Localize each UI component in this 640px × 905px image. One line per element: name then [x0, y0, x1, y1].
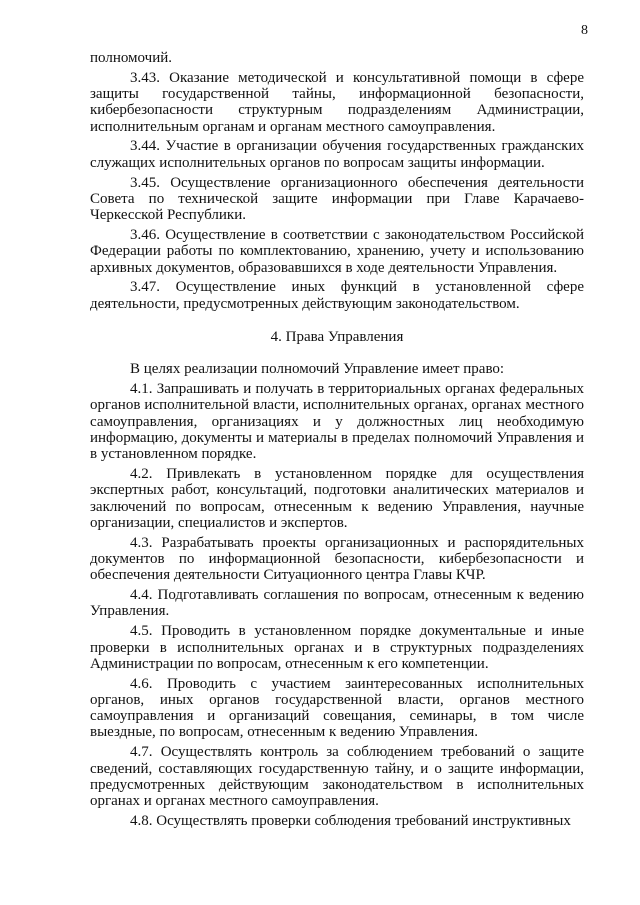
paragraph: 4.3. Разрабатывать проекты организационных и распорядительных документов по информационной безопасности, кибербезопасности и обеспечения деятельности Ситуационного центра Главы КЧР.	[90, 534, 584, 584]
paragraph: 3.44. Участие в организации обучения государственных гражданских служащих исполнительных органов по вопросам защиты информации.	[90, 138, 584, 171]
paragraph: 3.43. Оказание методической и консультативной помощи в сфере защиты государственной тайны, информационной безопасности, кибербезопасности структурным подразделениям Администрации, исполнительным органам и органам местного самоуправления.	[90, 69, 584, 135]
paragraph: 4.4. Подготавливать соглашения по вопросам, отнесенным к ведению Управления.	[90, 587, 584, 620]
paragraph: 4.7. Осуществлять контроль за соблюдением требований о защите сведений, составляющих государственную тайну, и о защите информации, предусмотренных действующим законодательством в исполнительных органах и органах местного самоуправления.	[90, 744, 584, 810]
paragraph: 4.1. Запрашивать и получать в территориальных органах федеральных органов исполнительной власти, исполнительных органах, органах местного самоуправления, организациях и у должностных лиц необходимую информацию, документы и материалы в пределах полномочий Управления и в установленном порядке.	[90, 381, 584, 463]
page-number: 8	[581, 23, 588, 38]
paragraph: 4.5. Проводить в установленном порядке документальные и иные проверки в исполнительных органах и в структурных подразделениях Администрации по вопросам, отнесенным к его компетенции.	[90, 623, 584, 672]
paragraphs-after-heading	[90, 361, 584, 829]
paragraph: В целях реализации полномочий Управление имеет право:	[130, 361, 505, 378]
paragraphs-before-heading	[90, 50, 584, 312]
paragraph: 4.6. Проводить с участием заинтересованных исполнительных органов, иных органов государственной власти, органов местного самоуправления и организаций совещания, семинары, в том числе выездные, по вопросам, отнесенным к ведению Управления.	[90, 675, 584, 741]
paragraph: полномочий.	[90, 50, 173, 66]
section-heading: 4. Права Управления	[270, 328, 404, 345]
paragraph: 4.8. Осуществлять проверки соблюдения требований инструктивных	[130, 812, 571, 829]
paragraph: 4.2. Привлекать в установленном порядке для осуществления экспертных работ, консультаций, подготовки аналитических материалов и заключений по вопросам, отнесенным к ведению Управления, научные организации, специалистов и экспертов.	[90, 466, 584, 531]
paragraph: 3.46. Осуществление в соответствии с законодательством Российской Федерации работы по комплектованию, хранению, учету и использованию архивных документов, образовавшихся в ходе деятельности Управления.	[90, 226, 584, 276]
paragraph: 3.45. Осуществление организационного обеспечения деятельности Совета по технической защите информации при Главе Карачаево-Черкесской Республики.	[90, 174, 584, 224]
paragraph: 3.47. Осуществление иных функций в установленной сфере деятельности, предусмотренных действующим законодательством.	[90, 279, 584, 312]
document-body	[90, 50, 584, 833]
